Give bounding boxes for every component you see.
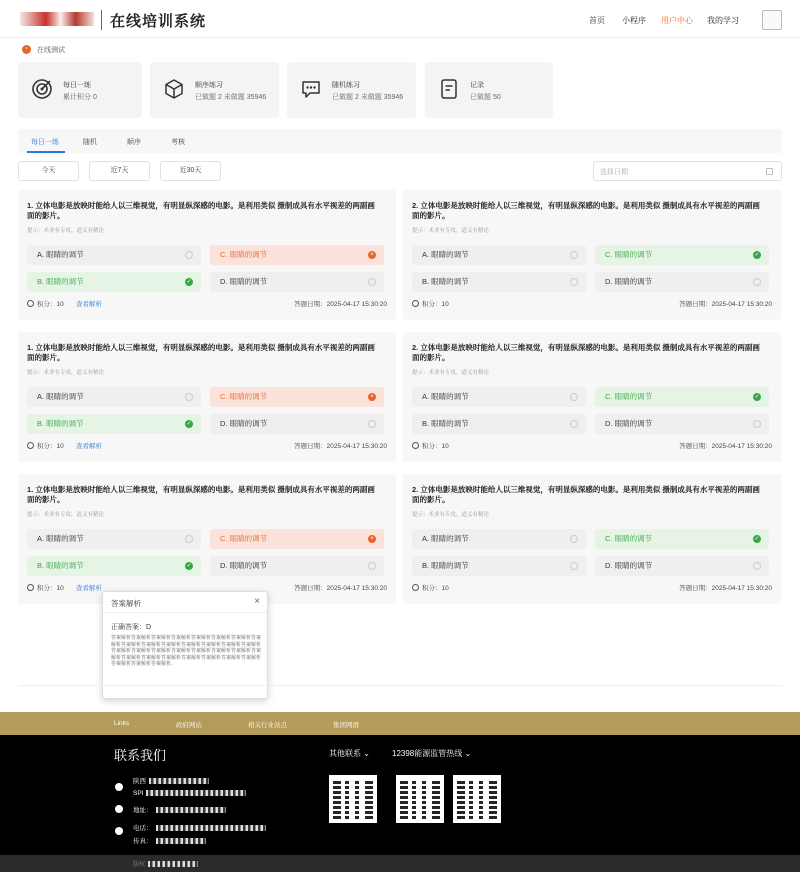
- answer-option[interactable]: [210, 556, 384, 576]
- answer-option[interactable]: [412, 556, 586, 576]
- answer-date: 答题日期：2025-04-17 15:30:20: [679, 443, 772, 450]
- option-label: C. 眼睛的调节: [605, 250, 653, 259]
- check-icon: ✓: [186, 421, 192, 427]
- question-hint: 提示：术业有专攻，道义有精论: [27, 370, 105, 376]
- tab-exam[interactable]: 考核: [171, 139, 185, 146]
- avatar[interactable]: [762, 10, 782, 30]
- footer-line: 电话：: [133, 823, 266, 832]
- chat-icon: [300, 78, 322, 100]
- other-contact-dropdown[interactable]: [329, 748, 370, 759]
- radio-icon: [753, 562, 761, 570]
- answer-date: 答题日期：2025-04-17 15:30:20: [294, 301, 387, 308]
- radio-icon: [570, 535, 578, 543]
- stat-sub: 已做题 2 未做题 35946: [195, 94, 267, 101]
- radio-icon: [368, 562, 376, 570]
- qr-code: [453, 775, 501, 823]
- answer-option[interactable]: [210, 245, 384, 265]
- radio-icon: [753, 278, 761, 286]
- analysis-popup: [102, 591, 268, 699]
- view-analysis-link[interactable]: 查看解析: [76, 301, 102, 308]
- answer-option[interactable]: [27, 529, 201, 549]
- answer-option[interactable]: [210, 387, 384, 407]
- check-icon: ✓: [754, 536, 760, 542]
- question-card: [18, 332, 396, 462]
- radio-icon: [570, 393, 578, 401]
- answer-option[interactable]: [210, 272, 384, 292]
- score-icon: [412, 300, 419, 307]
- option-label: D. 眼睛的调节: [220, 277, 268, 286]
- score-icon: [412, 584, 419, 591]
- back-arrow-icon[interactable]: ‹: [22, 45, 31, 54]
- answer-option[interactable]: [412, 245, 586, 265]
- nav-my-learning[interactable]: 我的学习: [707, 16, 739, 25]
- answer-date: 答题日期：2025-04-17 15:30:20: [679, 585, 772, 592]
- cross-icon: ×: [368, 393, 376, 401]
- radio-icon: [753, 420, 761, 428]
- answer-option[interactable]: [27, 387, 201, 407]
- stat-title: 顺序练习: [195, 82, 223, 89]
- site-title: 在线培训系统: [110, 13, 207, 30]
- answer-option[interactable]: [27, 414, 201, 434]
- chevron-down-icon: ⌄: [464, 749, 472, 758]
- chevron-down-icon: ⌄: [363, 749, 370, 758]
- answer-option[interactable]: [27, 272, 201, 292]
- stat-card-record[interactable]: [425, 62, 553, 118]
- option-label: D. 眼睛的调节: [220, 561, 268, 570]
- breadcrumb: 在线测试: [37, 47, 65, 54]
- option-label: C. 眼睛的调节: [220, 392, 268, 401]
- option-label: C. 眼睛的调节: [605, 534, 653, 543]
- popup-title: 答案解析: [111, 599, 141, 608]
- hotline-dropdown[interactable]: [392, 748, 471, 759]
- answer-option[interactable]: [412, 272, 586, 292]
- stat-title: 记录: [470, 82, 484, 89]
- nav-home[interactable]: 首页: [589, 16, 605, 25]
- question-title: 1. 立体电影是放映时能给人以三维视觉，有明显纵深感的电影。是利用类似 摄制成具有水平视差的两副画面的影片。: [27, 201, 375, 220]
- stat-title: 每日一练: [63, 82, 91, 89]
- question-card: [403, 332, 781, 462]
- score: 积分：10: [422, 443, 449, 450]
- answer-option[interactable]: [210, 529, 384, 549]
- option-label: A. 眼睛的调节: [37, 250, 84, 259]
- radio-icon: [185, 251, 193, 259]
- dropdown-label: 其他联系: [329, 749, 361, 758]
- option-label: C. 眼睛的调节: [220, 250, 268, 259]
- radio-icon: [185, 535, 193, 543]
- answer-option[interactable]: [210, 414, 384, 434]
- logo-image[interactable]: [20, 12, 94, 26]
- option-label: A. 眼睛的调节: [422, 250, 469, 259]
- question-card: [403, 190, 781, 320]
- answer-option[interactable]: [595, 414, 769, 434]
- view-analysis-link[interactable]: 查看解析: [76, 585, 102, 592]
- cross-icon: ×: [368, 535, 376, 543]
- question-hint: 提示：术业有专攻，道义有精论: [27, 228, 105, 234]
- tab-sequential[interactable]: 顺序: [127, 139, 141, 146]
- score: 积分：10: [37, 585, 64, 592]
- tab-daily[interactable]: 每日一练: [31, 139, 59, 146]
- tab-random[interactable]: 随机: [83, 139, 97, 146]
- option-label: A. 眼睛的调节: [422, 392, 469, 401]
- score: 积分：10: [37, 301, 64, 308]
- score-icon: [27, 442, 34, 449]
- option-label: B. 眼睛的调节: [422, 561, 469, 570]
- radio-icon: [368, 278, 376, 286]
- phone-icon: [115, 827, 123, 835]
- popup-divider: [103, 612, 267, 613]
- answer-option[interactable]: [595, 272, 769, 292]
- footer-link-industry[interactable]: 相关行业站点: [248, 722, 287, 729]
- copyright-text: 版权: [133, 859, 198, 868]
- view-analysis-link[interactable]: 查看解析: [76, 443, 102, 450]
- copyright-bar: [0, 855, 800, 872]
- content-divider: [18, 685, 782, 686]
- tab-underline: [27, 151, 65, 153]
- question-hint: 提示：术业有专攻，道义有精论: [412, 370, 490, 376]
- info-icon: [115, 783, 123, 791]
- dropdown-label: 12398能源监管热线: [392, 749, 463, 758]
- score-icon: [412, 442, 419, 449]
- option-label: B. 眼睛的调节: [422, 277, 469, 286]
- radio-icon: [570, 278, 578, 286]
- option-label: C. 眼睛的调节: [605, 392, 653, 401]
- footer-line: 陕西: [133, 776, 209, 785]
- check-icon: ✓: [754, 394, 760, 400]
- analysis-text: 答案解析答案解析答案解析答案解析答案解析答案解析答案解析答案解析答案解析答案解析答案解析答案解析答案解析答案解析答案解析答案解析答案解析答案解析答案解析答案解析答案解析答案解析答案解析答案解析答案解析答案解析答案解析答案解析答案解析答案解析答案解析答案解析答案解析。: [111, 635, 262, 668]
- close-icon[interactable]: ×: [254, 596, 260, 607]
- question-hint: 提示：术业有专攻，道义有精论: [27, 512, 105, 518]
- cube-icon: [163, 78, 185, 100]
- answer-option[interactable]: [595, 529, 769, 549]
- answer-option[interactable]: [27, 556, 201, 576]
- qr-code: [329, 775, 377, 823]
- answer-option[interactable]: [412, 529, 586, 549]
- check-icon: ✓: [186, 279, 192, 285]
- stat-card-random[interactable]: [287, 62, 416, 118]
- qr-code: [396, 775, 444, 823]
- date-placeholder: 选择日期: [600, 169, 628, 176]
- radio-icon: [570, 562, 578, 570]
- radio-icon: [185, 393, 193, 401]
- calendar-icon: [766, 168, 773, 175]
- cross-icon: ×: [368, 251, 376, 259]
- option-label: B. 眼睛的调节: [422, 419, 469, 428]
- option-label: A. 眼睛的调节: [37, 392, 84, 401]
- question-hint: 提示：术业有专攻，道义有精论: [412, 512, 490, 518]
- score-icon: [27, 584, 34, 591]
- option-label: D. 眼睛的调节: [605, 277, 653, 286]
- radio-icon: [570, 251, 578, 259]
- check-icon: ✓: [754, 252, 760, 258]
- stat-sub: 累计积分 0: [63, 94, 97, 101]
- target-icon: [31, 78, 53, 100]
- stat-title: 随机练习: [332, 82, 360, 89]
- option-label: D. 眼睛的调节: [605, 419, 653, 428]
- footer-line: 地址：: [133, 805, 226, 814]
- option-label: B. 眼睛的调节: [37, 277, 84, 286]
- document-icon: [438, 78, 460, 100]
- option-label: C. 眼睛的调节: [220, 534, 268, 543]
- filter-30days-button[interactable]: 近30天: [160, 161, 221, 181]
- footer-line: 传真：: [133, 836, 206, 845]
- radio-icon: [570, 420, 578, 428]
- answer-option[interactable]: [412, 414, 586, 434]
- question-title: 2. 立体电影是放映时能给人以三维视觉，有明显纵深感的电影。是利用类似 摄制成具有水平视差的两副画面的影片。: [412, 485, 760, 504]
- question-title: 1. 立体电影是放映时能给人以三维视觉，有明显纵深感的电影。是利用类似 摄制成具有水平视差的两副画面的影片。: [27, 485, 375, 504]
- filter-today-button[interactable]: 今天: [18, 161, 79, 181]
- option-label: B. 眼睛的调节: [37, 561, 84, 570]
- answer-option[interactable]: [595, 387, 769, 407]
- option-label: D. 眼睛的调节: [220, 419, 268, 428]
- option-label: D. 眼睛的调节: [605, 561, 653, 570]
- stat-card-daily[interactable]: [18, 62, 142, 118]
- answer-date: 答题日期：2025-04-17 15:30:20: [294, 443, 387, 450]
- answer-option[interactable]: [412, 387, 586, 407]
- answer-option[interactable]: [27, 245, 201, 265]
- score-icon: [27, 300, 34, 307]
- question-title: 1. 立体电影是放映时能给人以三维视觉，有明显纵深感的电影。是利用类似 摄制成具有水平视差的两副画面的影片。: [27, 343, 375, 362]
- answer-date: 答题日期：2025-04-17 15:30:20: [294, 585, 387, 592]
- option-label: B. 眼睛的调节: [37, 419, 84, 428]
- logo-divider: [101, 10, 102, 30]
- answer-option[interactable]: [595, 245, 769, 265]
- score: 积分：10: [37, 443, 64, 450]
- stat-sub: 已做题 50: [470, 94, 501, 101]
- nav-user-center[interactable]: 用户中心: [661, 16, 693, 25]
- answer-option[interactable]: [595, 556, 769, 576]
- stat-card-sequential[interactable]: [150, 62, 279, 118]
- option-label: A. 眼睛的调节: [422, 534, 469, 543]
- check-icon: ✓: [186, 563, 192, 569]
- footer-link-gov[interactable]: 政府网站: [176, 722, 202, 729]
- correct-answer: 正确答案：D: [111, 624, 152, 631]
- question-title: 2. 立体电影是放映时能给人以三维视觉，有明显纵深感的电影。是利用类似 摄制成具有水平视差的两副画面的影片。: [412, 201, 760, 220]
- question-title: 2. 立体电影是放映时能给人以三维视觉，有明显纵深感的电影。是利用类似 摄制成具有水平视差的两副画面的影片。: [412, 343, 760, 362]
- filter-7days-button[interactable]: 近7天: [89, 161, 150, 181]
- location-icon: [115, 805, 123, 813]
- question-card: [18, 474, 396, 604]
- question-card: [403, 474, 781, 604]
- score: 积分：10: [422, 301, 449, 308]
- footer-link-group[interactable]: 集团网群: [333, 722, 359, 729]
- footer-line: SPI: [133, 790, 246, 797]
- nav-mini-program[interactable]: 小程序: [622, 16, 646, 25]
- footer-link-links: Links: [114, 720, 130, 727]
- date-picker[interactable]: [593, 161, 782, 181]
- question-card: [18, 190, 396, 320]
- option-label: A. 眼睛的调节: [37, 534, 84, 543]
- stat-sub: 已做题 2 未做题 35946: [332, 94, 404, 101]
- answer-date: 答题日期：2025-04-17 15:30:20: [679, 301, 772, 308]
- contact-title: 联系我们: [114, 748, 167, 763]
- question-hint: 提示：术业有专攻，道义有精论: [412, 228, 490, 234]
- score: 积分：10: [422, 585, 449, 592]
- radio-icon: [368, 420, 376, 428]
